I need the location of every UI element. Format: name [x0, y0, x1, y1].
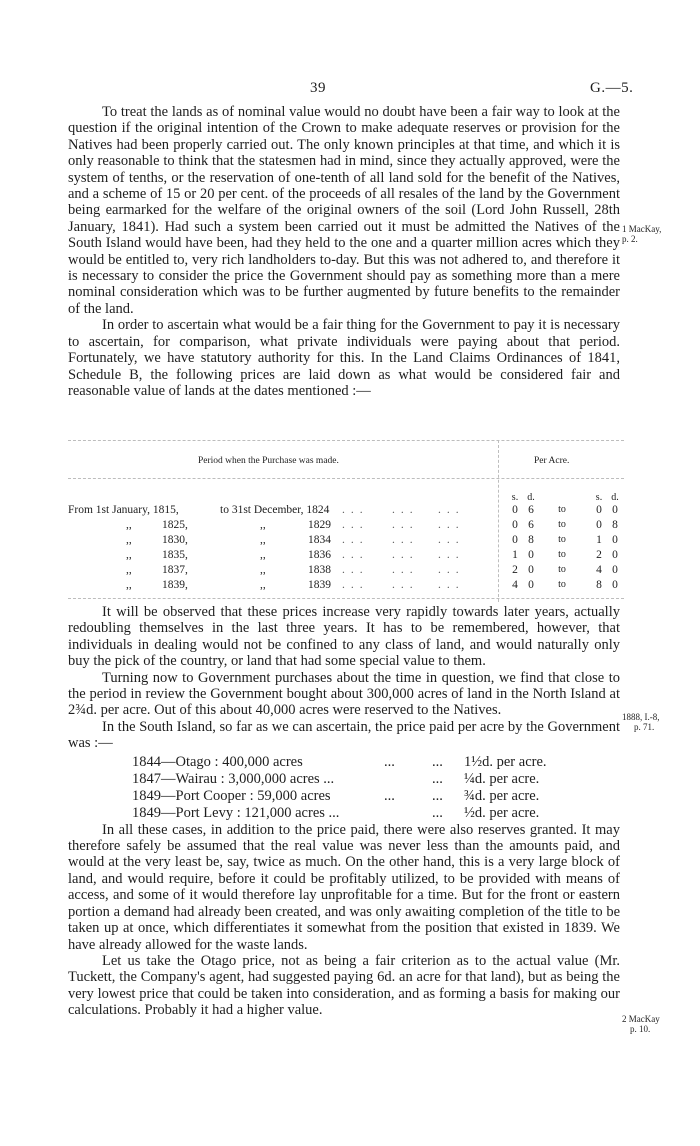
leader-dots: ...: [342, 519, 369, 531]
leader-dots: ...: [392, 564, 419, 576]
period-to: 1838: [308, 564, 331, 576]
price-value: 0: [596, 519, 602, 531]
period-from: 1835,: [162, 549, 188, 561]
price-value: 0: [528, 579, 534, 591]
period-from: 1837,: [162, 564, 188, 576]
period-to: 1829: [308, 519, 331, 531]
column-header-price: Per Acre.: [534, 456, 570, 466]
price-value: 0: [612, 579, 618, 591]
main-section: [68, 604, 620, 1019]
period-to: 1834: [308, 534, 331, 546]
ditto-mark: ,,: [126, 534, 132, 546]
unit-label: s.: [511, 492, 519, 503]
table-row: [68, 519, 624, 532]
price-value: 4: [596, 564, 602, 576]
period-from: From 1st January, 1815,: [68, 504, 179, 516]
column-header-period: Period when the Purchase was made.: [198, 456, 339, 466]
period-to: 1836: [308, 549, 331, 561]
document-reference: G.—5.: [590, 80, 634, 96]
list-item: 1844—Otago : 400,000 acres ... ... 1½d. per acre.: [132, 753, 547, 770]
paragraph: In the South Island, so far as we can ascertain, the price paid per acre by the Government was :—: [68, 718, 620, 752]
price-value: 2: [512, 564, 518, 576]
purchase-list: [68, 752, 620, 822]
margin-note: 1 MacKay, p. 2.: [622, 224, 662, 244]
leader-dots: ...: [342, 549, 369, 561]
price-value: 0: [512, 534, 518, 546]
period-to: to 31st December, 1824: [220, 504, 330, 516]
ditto-mark: ,,: [260, 549, 266, 561]
paragraph: Turning now to Government purchases about the time in question, we find that close to the period in review the Government bought about 300,000 acres of land in the North Island at 2¾d. per acre. Out of this about 40,000 acres were reserved to the Natives.: [68, 669, 620, 719]
leader-dots: ...: [342, 504, 369, 516]
price-value: 8: [528, 534, 534, 546]
ditto-mark: ,,: [126, 549, 132, 561]
unit-label: d.: [527, 492, 535, 503]
price-value: 0: [596, 504, 602, 516]
leader-dots: ...: [438, 579, 465, 591]
leader-dots: ...: [438, 504, 465, 516]
ditto-mark: ,,: [260, 564, 266, 576]
leader-dots: ...: [392, 519, 419, 531]
paragraph: Let us take the Otago price, not as being a fair criterion as to the actual value (Mr. Tuckett, the Company's agent, had suggested paying 6d. an acre for that land), but as being the very lowest price that could be taken into consideration, and as forming a basis for making our calculations. Probably it had a higher value.: [68, 952, 620, 1019]
range-separator: to: [558, 519, 566, 530]
table-row: [68, 534, 624, 547]
period-from: 1825,: [162, 519, 188, 531]
leader-dots: ...: [438, 564, 465, 576]
ditto-mark: ,,: [126, 519, 132, 531]
leader-dots: ...: [342, 534, 369, 546]
price-value: 0: [612, 549, 618, 561]
paragraph: In all these cases, in addition to the price paid, there were also reserves granted. It may therefore safely be assumed that the real value was never less than the amounts paid, and would at the very least be, say, twice as much. On the other hand, this is a very large block of land, and would require, before it could be profitably utilized, to be provided with means of access, and some of it would therefore lay unprofitable for a time. But for the front or eastern portion a demand had already been created, and was only awaiting completion of the title to be taken up at once, which differentiates it somewhat from the position that existed in 1839. We have already allowed for the waste lands.: [68, 821, 620, 953]
intro-section: [68, 104, 620, 399]
leader-dots: ...: [392, 504, 419, 516]
price-value: 8: [612, 519, 618, 531]
price-value: 8: [596, 579, 602, 591]
unit-label: s.: [595, 492, 603, 503]
table-rule: [68, 478, 624, 479]
price-value: 2: [596, 549, 602, 561]
leader-dots: ...: [438, 534, 465, 546]
table-rule: [68, 440, 624, 441]
list-item: 1849—Port Levy : 121,000 acres ... ... ½d. per acre.: [132, 804, 540, 821]
margin-note: 2 MacKay p. 10.: [622, 1014, 660, 1034]
leader-dots: ...: [392, 549, 419, 561]
ditto-mark: ,,: [126, 564, 132, 576]
table-row: [68, 579, 624, 592]
price-value: 1: [596, 534, 602, 546]
price-value: 0: [512, 519, 518, 531]
list-item: 1849—Port Cooper : 59,000 acres ... ... ¾d. per acre.: [132, 787, 540, 804]
price-value: 0: [612, 564, 618, 576]
leader-dots: ...: [438, 549, 465, 561]
ditto-mark: ,,: [260, 579, 266, 591]
price-value: 6: [528, 519, 534, 531]
unit-label: d.: [611, 492, 619, 503]
leader-dots: ...: [392, 534, 419, 546]
paragraph: To treat the lands as of nominal value would no doubt have been a fair way to look at the question if the original intention of the Crown to make adequate reserves or provision for the Natives had been properly carried out. The only known principles at that time, and which it is only reasonable to think that the statesmen had in mind, since they actually approved, were the system of tenths, or the reservation of one-tenth of all land sold for the benefit of the Natives, and a scheme of 15 or 20 per cent. of the proceeds of all resales of the land by the Government being earmarked for the welfare of the original owners of the soil (Lord John Russell, 28th January, 1841). Had such a system been carried out it must be admitted the Natives of the South Island would have been, had they held to the one and a quarter million acres which they would be entitled to, very rich landholders to-day. But this was not adhered to, and therefore it is necessary to consider the price the Government should pay as something more than a mere nominal consideration which was to be further augmented by future benefits to the remainder of the land.: [68, 104, 620, 317]
table-row: [68, 549, 624, 562]
price-table: [68, 440, 624, 602]
table-rule: [68, 598, 624, 599]
table-row: [68, 564, 624, 577]
price-value: 6: [528, 504, 534, 516]
ditto-mark: ,,: [260, 534, 266, 546]
range-separator: to: [558, 549, 566, 560]
price-value: 4: [512, 579, 518, 591]
leader-dots: ...: [392, 579, 419, 591]
range-separator: to: [558, 564, 566, 575]
range-separator: to: [558, 579, 566, 590]
paragraph: It will be observed that these prices increase very rapidly towards later years, actually redoubling themselves in the last three years. It has to be remembered, however, that individuals in dealing would not be confined to any class of land, and would naturally only buy the pick of the country, or land that had some special value to them.: [68, 604, 620, 670]
leader-dots: ...: [342, 579, 369, 591]
price-value: 0: [528, 549, 534, 561]
range-separator: to: [558, 534, 566, 545]
ditto-mark: ,,: [126, 579, 132, 591]
price-value: 0: [512, 504, 518, 516]
margin-note: 1888, I.-8, p. 71.: [622, 712, 660, 732]
table-row: [68, 504, 624, 517]
paragraph: In order to ascertain what would be a fair thing for the Government to pay it is necessary to ascertain, for comparison, what private individuals were paying about that period. Fortunately, we have statutory authority for this. In the Land Claims Ordinances of 1841, Schedule B, the following prices are laid down as what would be considered fair and reasonable value of lands at the dates mentioned :—: [68, 317, 620, 399]
list-item: 1847—Wairau : 3,000,000 acres ... ... ¼d. per acre.: [132, 770, 540, 787]
leader-dots: ...: [342, 564, 369, 576]
price-value: 1: [512, 549, 518, 561]
ditto-mark: ,,: [260, 519, 266, 531]
period-from: 1839,: [162, 579, 188, 591]
price-value: 0: [528, 564, 534, 576]
period-from: 1830,: [162, 534, 188, 546]
price-value: 0: [612, 534, 618, 546]
range-separator: to: [558, 504, 566, 515]
page-number: 39: [310, 80, 326, 96]
period-to: 1839: [308, 579, 331, 591]
price-value: 0: [612, 504, 618, 516]
leader-dots: ...: [438, 519, 465, 531]
